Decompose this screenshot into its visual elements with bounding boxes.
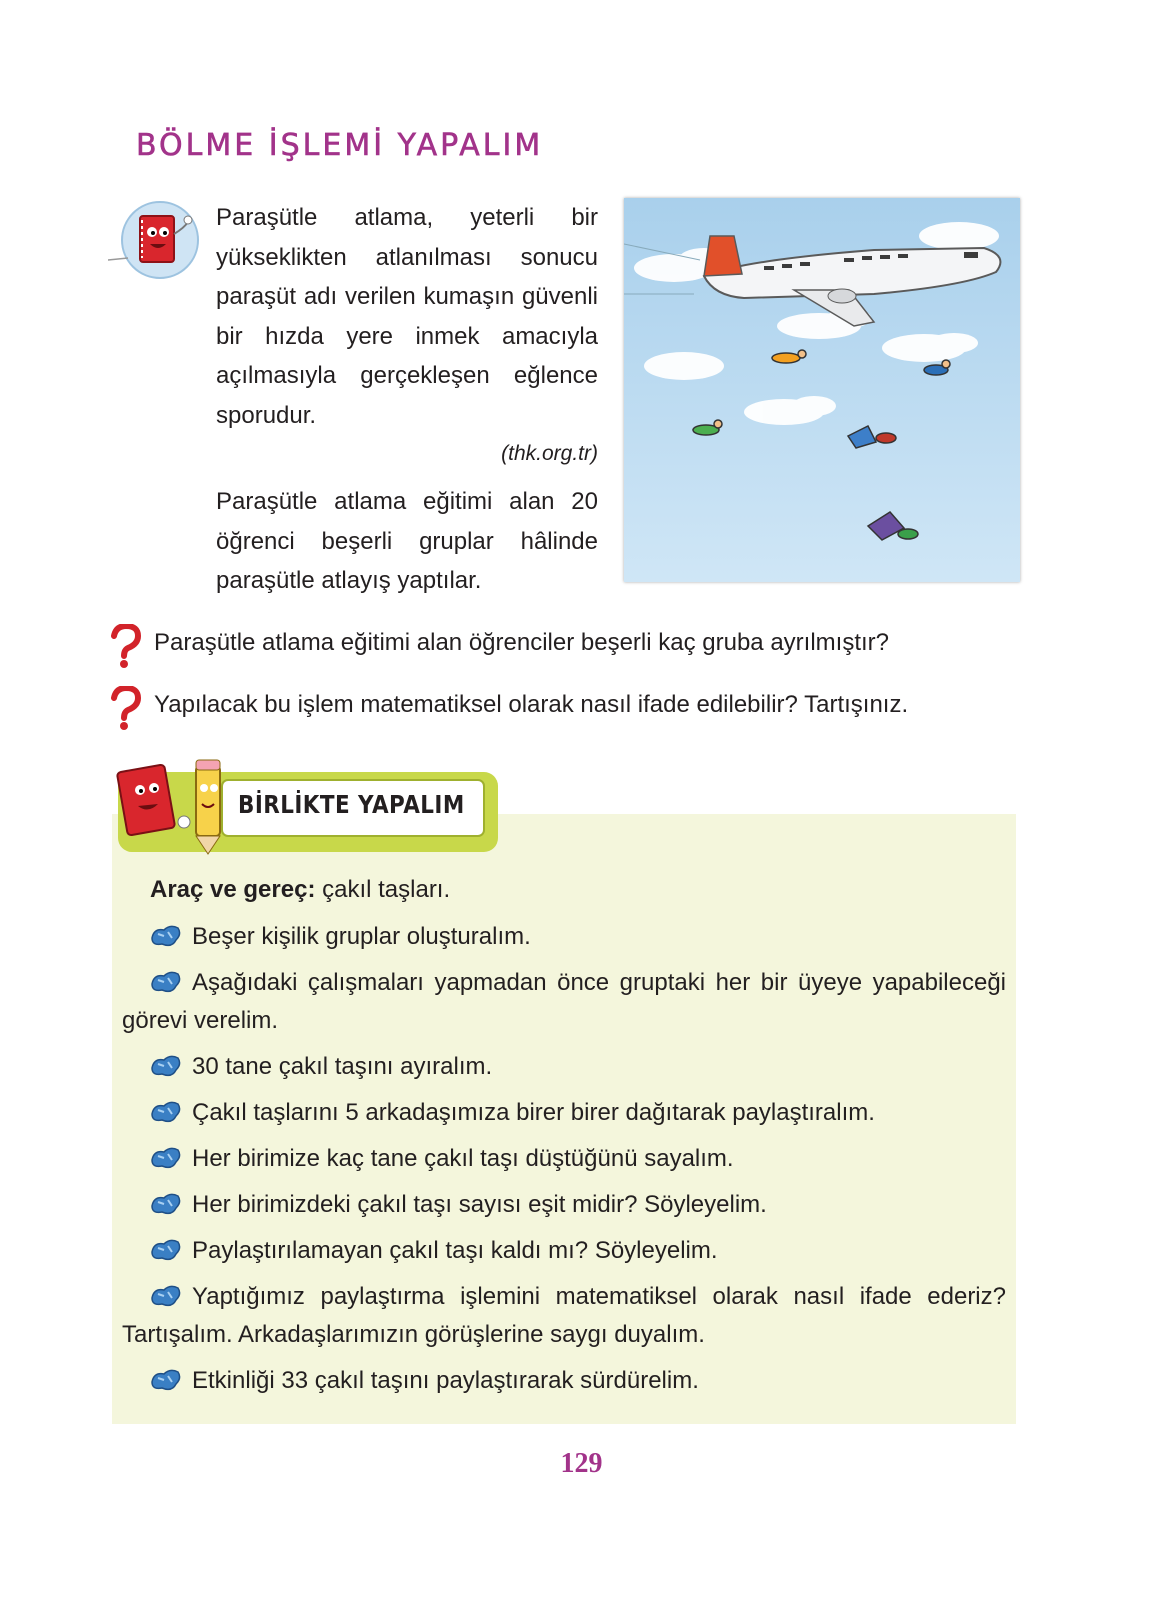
step-text: 30 tane çakıl taşını ayıralım.: [192, 1053, 493, 1080]
step-text: Etkinliği 33 çakıl taşını paylaştırarak sürdürelim.: [192, 1367, 699, 1394]
materials-label: Araç ve gereç:: [150, 876, 316, 903]
bullet-icon: [150, 1192, 182, 1216]
step-item: [122, 1362, 1006, 1400]
step-item: [122, 964, 1006, 1040]
page-number: 129: [560, 1448, 603, 1479]
step-text: Yaptığımız paylaştırma işlemini matematiksel olarak nasıl ifade ederiz? Tartışalım. Arkadaşlarımızın görüşlerine saygı duyalım.: [122, 1283, 1006, 1348]
step-text: Her birimizdeki çakıl taşı sayısı eşit midir? Söyleyelim.: [192, 1191, 767, 1218]
activity-heading: BİRLİKTE YAPALIM: [238, 790, 465, 819]
step-item: [122, 1232, 1006, 1270]
intro-paragraph-2: Paraşütle atlama eğitimi alan 20 öğrenci beşerli gruplar hâlinde paraşütle atlayış yaptılar.: [216, 488, 598, 594]
book-mascot-icon: [117, 764, 175, 835]
step-item: [122, 1094, 1006, 1132]
step-text: Beşer kişilik gruplar oluşturalım.: [192, 923, 531, 950]
intro-paragraph: Paraşütle atlama, yeterli bir yükseklikten atlanılması sonucu paraşüt adı verilen kumaşın güvenli bir hızda yere inmek amacıyla açılmasıyla gerçekleşen eğlence sporudur.: [216, 204, 598, 429]
materials-line: [150, 876, 450, 904]
bullet-icon: [150, 1368, 182, 1392]
airplane-parachute-illustration: [624, 198, 1020, 582]
step-item: [122, 1140, 1006, 1178]
step-item: [122, 1278, 1006, 1354]
bullet-icon: [150, 1054, 182, 1078]
source-citation: (thk.org.tr): [501, 442, 598, 465]
step-text: Paylaştırılamayan çakıl taşı kaldı mı? Söyleyelim.: [192, 1237, 718, 1264]
question-1-text: Paraşütle atlama eğitimi alan öğrenciler beşerli kaç gruba ayrılmıştır?: [154, 629, 889, 656]
step-item: [122, 1186, 1006, 1224]
question-2-text: Yapılacak bu işlem matematiksel olarak nasıl ifade edilebilir? Tartışınız.: [154, 691, 909, 718]
bullet-icon: [150, 1284, 182, 1308]
bullet-icon: [150, 1100, 182, 1124]
step-text: Aşağıdaki çalışmaları yapmadan önce gruptaki her bir üyeye yapabileceği görevi verelim.: [122, 969, 1006, 1034]
step-item: [122, 1048, 1006, 1086]
notebook-mascot-icon: [108, 198, 204, 284]
bullet-icon: [150, 1146, 182, 1170]
step-text: Her birimize kaç tane çakıl taşı düştüğünü sayalım.: [192, 1145, 734, 1172]
step-item: [122, 918, 1006, 956]
bullet-icon: [150, 924, 182, 948]
page-title: BÖLME İŞLEMİ YAPALIM: [136, 128, 544, 163]
bullet-icon: [150, 970, 182, 994]
materials-value: çakıl taşları.: [315, 876, 451, 903]
step-list: [122, 918, 1006, 1408]
bullet-icon: [150, 1238, 182, 1262]
question-mark-icon: [108, 624, 142, 668]
step-text: Çakıl taşlarını 5 arkadaşımıza birer birer dağıtarak paylaştıralım.: [192, 1099, 875, 1126]
question-mark-icon: [108, 686, 142, 730]
